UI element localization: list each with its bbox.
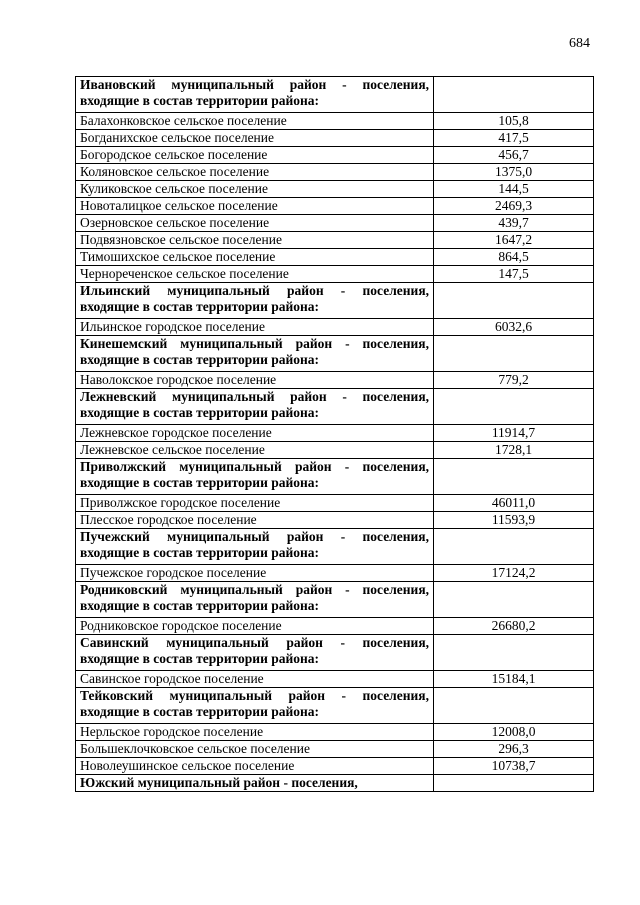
table-row [76, 113, 594, 130]
settlement-name: Новоталицкое сельское поселение [76, 198, 434, 215]
settlement-name: Балахонковское сельское поселение [76, 113, 434, 130]
table-group-row [76, 582, 594, 618]
settlement-name: Нерльское городское поселение [76, 724, 434, 741]
district-heading: Лежневский муниципальный район - поселения, входящие в состав территории района: [76, 389, 434, 425]
value-cell: 10738,7 [434, 758, 594, 775]
page-number: 684 [569, 36, 590, 51]
district-heading: Приволжский муниципальный район - поселения, входящие в состав территории района: [76, 459, 434, 495]
table-group-row [76, 389, 594, 425]
value-cell: 12008,0 [434, 724, 594, 741]
value-cell: 11914,7 [434, 425, 594, 442]
value-cell: 17124,2 [434, 565, 594, 582]
table-row [76, 319, 594, 336]
value-cell: 105,8 [434, 113, 594, 130]
table-group-row [76, 688, 594, 724]
table-row [76, 372, 594, 389]
value-cell: 456,7 [434, 147, 594, 164]
settlement-name: Богородское сельское поселение [76, 147, 434, 164]
settlement-name: Родниковское городское поселение [76, 618, 434, 635]
value-cell: 1375,0 [434, 164, 594, 181]
table-row [76, 442, 594, 459]
value-cell: 1728,1 [434, 442, 594, 459]
settlement-name: Пучежское городское поселение [76, 565, 434, 582]
settlement-name: Коляновское сельское поселение [76, 164, 434, 181]
settlement-name: Приволжское городское поселение [76, 495, 434, 512]
table-group-row [76, 283, 594, 319]
settlement-name: Куликовское сельское поселение [76, 181, 434, 198]
table-group-row [76, 459, 594, 495]
value-cell [434, 336, 594, 372]
value-cell: 1647,2 [434, 232, 594, 249]
value-cell [434, 635, 594, 671]
value-cell: 417,5 [434, 130, 594, 147]
table-group-row [76, 77, 594, 113]
value-cell: 779,2 [434, 372, 594, 389]
settlements-table [75, 76, 594, 792]
settlement-name: Чернореченское сельское поселение [76, 266, 434, 283]
district-heading: Ильинский муниципальный район - поселения, входящие в состав территории района: [76, 283, 434, 319]
table-row [76, 232, 594, 249]
table-row [76, 618, 594, 635]
settlement-name: Озерновское сельское поселение [76, 215, 434, 232]
district-heading: Южский муниципальный район - поселения, [76, 775, 434, 792]
table-row [76, 147, 594, 164]
value-cell: 144,5 [434, 181, 594, 198]
value-cell: 2469,3 [434, 198, 594, 215]
value-cell: 147,5 [434, 266, 594, 283]
value-cell [434, 283, 594, 319]
table-row [76, 215, 594, 232]
table-group-row [76, 529, 594, 565]
table-row [76, 724, 594, 741]
settlement-name: Лежневское сельское поселение [76, 442, 434, 459]
table-row [76, 671, 594, 688]
table-group-row [76, 635, 594, 671]
table-row [76, 198, 594, 215]
table-row [76, 758, 594, 775]
district-heading: Тейковский муниципальный район - поселения, входящие в состав территории района: [76, 688, 434, 724]
value-cell [434, 688, 594, 724]
settlement-name: Новолеушинское сельское поселение [76, 758, 434, 775]
table-row [76, 741, 594, 758]
district-heading: Родниковский муниципальный район - поселения, входящие в состав территории района: [76, 582, 434, 618]
value-cell: 46011,0 [434, 495, 594, 512]
settlement-name: Большеклочковское сельское поселение [76, 741, 434, 758]
district-heading: Ивановский муниципальный район - поселения, входящие в состав территории района: [76, 77, 434, 113]
value-cell [434, 582, 594, 618]
settlement-name: Тимошихское сельское поселение [76, 249, 434, 266]
settlement-name: Богданихское сельское поселение [76, 130, 434, 147]
value-cell: 6032,6 [434, 319, 594, 336]
settlement-name: Наволокское городское поселение [76, 372, 434, 389]
settlement-name: Плесское городское поселение [76, 512, 434, 529]
district-heading: Кинешемский муниципальный район - поселения, входящие в состав территории района: [76, 336, 434, 372]
table-row [76, 495, 594, 512]
value-cell: 439,7 [434, 215, 594, 232]
value-cell: 15184,1 [434, 671, 594, 688]
table-row [76, 425, 594, 442]
table-row [76, 249, 594, 266]
district-heading: Пучежский муниципальный район - поселения, входящие в состав территории района: [76, 529, 434, 565]
district-heading: Савинский муниципальный район - поселения, входящие в состав территории района: [76, 635, 434, 671]
value-cell: 11593,9 [434, 512, 594, 529]
settlement-name: Лежневское городское поселение [76, 425, 434, 442]
table-row [76, 130, 594, 147]
settlement-name: Савинское городское поселение [76, 671, 434, 688]
table-row [76, 181, 594, 198]
value-cell [434, 775, 594, 792]
table-row [76, 164, 594, 181]
table-group-row [76, 336, 594, 372]
value-cell: 864,5 [434, 249, 594, 266]
value-cell [434, 529, 594, 565]
table-body [76, 77, 594, 792]
value-cell [434, 389, 594, 425]
table-row [76, 266, 594, 283]
value-cell [434, 77, 594, 113]
table-group-row [76, 775, 594, 792]
value-cell [434, 459, 594, 495]
table-row [76, 512, 594, 529]
table-row [76, 565, 594, 582]
value-cell: 296,3 [434, 741, 594, 758]
value-cell: 26680,2 [434, 618, 594, 635]
settlement-name: Подвязновское сельское поселение [76, 232, 434, 249]
settlement-name: Ильинское городское поселение [76, 319, 434, 336]
